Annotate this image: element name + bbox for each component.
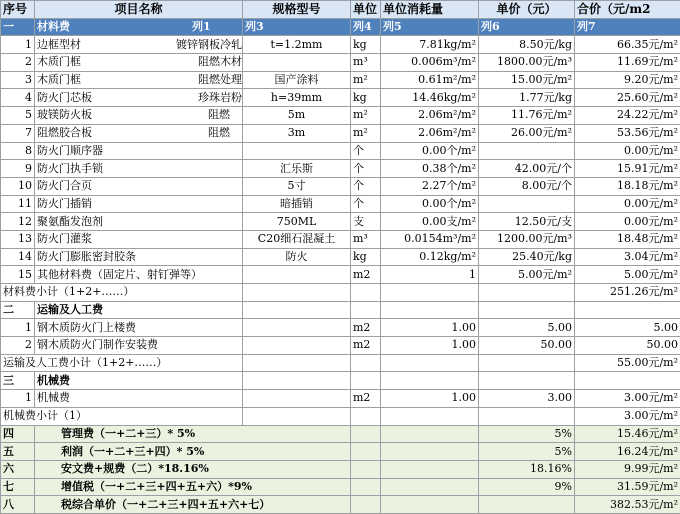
row-no[interactable]: 12 bbox=[1, 213, 35, 231]
row-unit[interactable]: 支 bbox=[351, 213, 381, 231]
row-total[interactable]: 5.00元/m² bbox=[575, 266, 680, 284]
row-total[interactable]: 11.69元/m² bbox=[575, 54, 680, 72]
row-name-text: 其他材料费（固定片、射钉弹等） bbox=[37, 268, 202, 281]
row-price[interactable]: 8.00元/个 bbox=[479, 177, 575, 195]
fee-row bbox=[1, 478, 680, 496]
row-qty[interactable]: 0.38个/m² bbox=[381, 160, 479, 178]
subtotal-total[interactable]: 251.26元/m² bbox=[575, 284, 680, 302]
row-spec[interactable]: t=1.2mm bbox=[243, 36, 351, 54]
row-spec[interactable]: 5m bbox=[243, 107, 351, 125]
row-total[interactable]: 15.91元/m² bbox=[575, 160, 680, 178]
empty-cell[interactable] bbox=[479, 301, 575, 319]
section-row-materials bbox=[1, 18, 680, 36]
row-qty[interactable]: 1.00 bbox=[381, 390, 479, 408]
row-total[interactable]: 24.22元/m² bbox=[575, 107, 680, 125]
empty-cell[interactable] bbox=[351, 460, 381, 478]
row-no[interactable]: 8 bbox=[1, 142, 35, 160]
table-row bbox=[1, 230, 680, 248]
empty-cell[interactable] bbox=[351, 301, 381, 319]
row-spec[interactable]: 防火 bbox=[243, 248, 351, 266]
row-spec[interactable] bbox=[243, 54, 351, 72]
empty-cell[interactable] bbox=[351, 354, 381, 372]
empty-cell[interactable] bbox=[243, 301, 351, 319]
header-row bbox=[1, 1, 680, 19]
table-row bbox=[1, 54, 680, 72]
row-unit[interactable]: 个 bbox=[351, 142, 381, 160]
row-total[interactable]: 0.00元/m² bbox=[575, 213, 680, 231]
row-unit[interactable]: m³ bbox=[351, 230, 381, 248]
row-unit[interactable]: kg bbox=[351, 36, 381, 54]
fee-total[interactable]: 31.59元/m² bbox=[575, 478, 680, 496]
row-unit[interactable]: kg bbox=[351, 89, 381, 107]
row-name-text: 聚氨酯发泡剂 bbox=[37, 215, 103, 228]
subtotal-label[interactable]: 机械费小计（1） bbox=[1, 407, 243, 425]
row-no[interactable]: 2 bbox=[1, 337, 35, 355]
row-qty[interactable]: 2.06m²/m² bbox=[381, 124, 479, 142]
row-name-text: 防火门芯板 bbox=[37, 91, 92, 104]
row-total[interactable]: 0.00元/m² bbox=[575, 195, 680, 213]
section-col7[interactable]: 列7 bbox=[575, 18, 680, 36]
empty-cell[interactable] bbox=[479, 284, 575, 302]
row-no[interactable]: 4 bbox=[1, 89, 35, 107]
row-spec[interactable] bbox=[243, 266, 351, 284]
row-name[interactable] bbox=[35, 89, 243, 107]
empty-cell[interactable] bbox=[479, 372, 575, 390]
row-no[interactable]: 5 bbox=[1, 107, 35, 125]
row-price[interactable]: 42.00元/个 bbox=[479, 160, 575, 178]
table-row bbox=[1, 266, 680, 284]
row-total[interactable]: 18.18元/m² bbox=[575, 177, 680, 195]
table-row bbox=[1, 142, 680, 160]
subtotal-total[interactable]: 3.00元/m² bbox=[575, 407, 680, 425]
row-no[interactable]: 10 bbox=[1, 177, 35, 195]
row-name[interactable] bbox=[35, 142, 243, 160]
row-total[interactable]: 3.04元/m² bbox=[575, 248, 680, 266]
row-total[interactable]: 66.35元/m² bbox=[575, 36, 680, 54]
section-title-text: 材料费 bbox=[37, 20, 70, 33]
fee-total[interactable]: 382.53元/m² bbox=[575, 496, 680, 514]
table-row bbox=[1, 248, 680, 266]
section-col1: 列1 bbox=[192, 20, 211, 33]
empty-cell[interactable] bbox=[575, 301, 680, 319]
empty-cell[interactable] bbox=[351, 443, 381, 461]
row-name[interactable] bbox=[35, 177, 243, 195]
row-sub-spec: 珍珠岩粉 bbox=[198, 90, 242, 106]
row-unit[interactable]: m² bbox=[351, 124, 381, 142]
empty-cell[interactable] bbox=[243, 354, 351, 372]
empty-cell[interactable] bbox=[479, 407, 575, 425]
table-row bbox=[1, 71, 680, 89]
empty-cell[interactable] bbox=[243, 372, 351, 390]
row-unit[interactable]: m³ bbox=[351, 54, 381, 72]
row-name-text: 阻燃胶合板 bbox=[37, 126, 92, 139]
row-name-text: 边框型材 bbox=[37, 38, 81, 51]
row-qty[interactable]: 0.61m²/m² bbox=[381, 71, 479, 89]
table-row bbox=[1, 337, 680, 355]
row-price[interactable]: 50.00 bbox=[479, 337, 575, 355]
table-row bbox=[1, 160, 680, 178]
row-name[interactable] bbox=[35, 230, 243, 248]
row-spec[interactable]: C20细石混凝土 bbox=[243, 230, 351, 248]
row-name[interactable] bbox=[35, 213, 243, 231]
fee-rate[interactable] bbox=[479, 496, 575, 514]
row-qty[interactable]: 0.006m³/m² bbox=[381, 54, 479, 72]
section-row-machine bbox=[1, 372, 680, 390]
subtotal-row-machine bbox=[1, 407, 680, 425]
subtotal-label[interactable]: 材料费小计（1+2+……） bbox=[1, 284, 243, 302]
row-price[interactable] bbox=[479, 195, 575, 213]
row-price[interactable]: 12.50元/支 bbox=[479, 213, 575, 231]
section-title[interactable]: 机械费 bbox=[35, 372, 243, 390]
row-spec[interactable]: 国产涂料 bbox=[243, 71, 351, 89]
row-total[interactable]: 9.20元/m² bbox=[575, 71, 680, 89]
row-qty[interactable]: 7.81kg/m² bbox=[381, 36, 479, 54]
row-spec[interactable]: 3m bbox=[243, 124, 351, 142]
row-no[interactable]: 15 bbox=[1, 266, 35, 284]
row-spec[interactable]: 暗插销 bbox=[243, 195, 351, 213]
table-row bbox=[1, 177, 680, 195]
row-name-text: 防火门顺序器 bbox=[37, 144, 103, 157]
fee-label[interactable]: 利润（一+二+三+四）* 5% bbox=[35, 443, 351, 461]
table-row bbox=[1, 124, 680, 142]
row-price[interactable]: 25.40元/kg bbox=[479, 248, 575, 266]
row-sub-spec: 镀锌钢板冷轧 bbox=[176, 37, 242, 53]
row-total[interactable]: 3.00元/m² bbox=[575, 390, 680, 408]
empty-cell[interactable] bbox=[381, 460, 479, 478]
row-no[interactable]: 3 bbox=[1, 71, 35, 89]
row-sub-spec: 阻燃处理 bbox=[198, 72, 242, 88]
row-total[interactable]: 18.48元/m² bbox=[575, 230, 680, 248]
empty-cell[interactable] bbox=[351, 284, 381, 302]
row-name[interactable] bbox=[35, 160, 243, 178]
header-price[interactable]: 单价（元） bbox=[479, 1, 575, 19]
row-total[interactable]: 53.56元/m² bbox=[575, 124, 680, 142]
fee-row bbox=[1, 496, 680, 514]
fee-no[interactable]: 四 bbox=[1, 425, 35, 443]
fee-total[interactable]: 16.24元/m² bbox=[575, 443, 680, 461]
row-name[interactable] bbox=[35, 107, 243, 125]
row-total[interactable]: 0.00元/m² bbox=[575, 142, 680, 160]
row-spec[interactable] bbox=[243, 337, 351, 355]
fee-label[interactable]: 增值税（一+二+三+四+五+六）*9% bbox=[35, 478, 351, 496]
fee-label[interactable]: 管理费（一+二+三）* 5% bbox=[35, 425, 351, 443]
row-unit[interactable]: kg bbox=[351, 248, 381, 266]
fee-total[interactable]: 9.99元/m² bbox=[575, 460, 680, 478]
row-price[interactable]: 1800.00元/m³ bbox=[479, 54, 575, 72]
empty-cell[interactable] bbox=[381, 496, 479, 514]
empty-cell[interactable] bbox=[381, 354, 479, 372]
row-qty[interactable]: 1.00 bbox=[381, 337, 479, 355]
row-no[interactable]: 9 bbox=[1, 160, 35, 178]
row-name-text: 木质门框 bbox=[37, 55, 81, 68]
section-col5[interactable]: 列5 bbox=[381, 18, 479, 36]
table-row bbox=[1, 36, 680, 54]
fee-rate[interactable]: 5% bbox=[479, 443, 575, 461]
section-no[interactable]: 二 bbox=[1, 301, 35, 319]
row-name[interactable] bbox=[35, 54, 243, 72]
row-name-text: 木质门框 bbox=[37, 73, 81, 86]
row-unit[interactable]: m2 bbox=[351, 266, 381, 284]
section-col6[interactable]: 列6 bbox=[479, 18, 575, 36]
row-spec[interactable] bbox=[243, 142, 351, 160]
row-name-text: 防火门膨胀密封胶条 bbox=[37, 250, 136, 263]
row-sub-spec: 阻燃木材 bbox=[198, 54, 242, 70]
header-unit[interactable]: 单位 bbox=[351, 1, 381, 19]
row-qty[interactable]: 0.12kg/m² bbox=[381, 248, 479, 266]
row-total[interactable]: 25.60元/m² bbox=[575, 89, 680, 107]
empty-cell[interactable] bbox=[479, 354, 575, 372]
section-col3[interactable]: 列3 bbox=[243, 18, 351, 36]
section-col4[interactable]: 列4 bbox=[351, 18, 381, 36]
row-qty[interactable]: 1.00 bbox=[381, 319, 479, 337]
empty-cell[interactable] bbox=[381, 407, 479, 425]
row-spec[interactable]: 750ML bbox=[243, 213, 351, 231]
section-no[interactable]: 三 bbox=[1, 372, 35, 390]
row-unit[interactable]: 个 bbox=[351, 195, 381, 213]
subtotal-label[interactable]: 运输及人工费小计（1+2+……） bbox=[1, 354, 243, 372]
empty-cell[interactable] bbox=[243, 284, 351, 302]
row-spec[interactable] bbox=[243, 319, 351, 337]
row-name-text: 防火门合页 bbox=[37, 179, 92, 192]
row-no[interactable]: 1 bbox=[1, 319, 35, 337]
row-no[interactable]: 14 bbox=[1, 248, 35, 266]
row-unit[interactable]: m2 bbox=[351, 390, 381, 408]
row-price[interactable]: 5.00元/m² bbox=[479, 266, 575, 284]
row-qty[interactable]: 0.00个/m² bbox=[381, 195, 479, 213]
row-price[interactable]: 26.00元/m² bbox=[479, 124, 575, 142]
fee-no[interactable]: 五 bbox=[1, 443, 35, 461]
section-title[interactable]: 运输及人工费 bbox=[35, 301, 243, 319]
row-spec[interactable] bbox=[243, 390, 351, 408]
row-price[interactable]: 1200.00元/m³ bbox=[479, 230, 575, 248]
row-price[interactable]: 3.00 bbox=[479, 390, 575, 408]
row-no[interactable]: 7 bbox=[1, 124, 35, 142]
row-name-text: 防火门执手锁 bbox=[37, 162, 103, 175]
row-sub-spec: 阻燃 bbox=[208, 107, 230, 123]
fee-label[interactable]: 税综合单价（一+二+三+四+五+六+七） bbox=[35, 496, 351, 514]
fee-row bbox=[1, 443, 680, 461]
table-row bbox=[1, 213, 680, 231]
row-qty[interactable]: 0.00个/m² bbox=[381, 142, 479, 160]
row-no[interactable]: 2 bbox=[1, 54, 35, 72]
row-unit[interactable]: m² bbox=[351, 107, 381, 125]
row-name[interactable] bbox=[35, 124, 243, 142]
empty-cell[interactable] bbox=[381, 478, 479, 496]
row-name[interactable] bbox=[35, 36, 243, 54]
row-name[interactable] bbox=[35, 195, 243, 213]
row-price[interactable]: 5.00 bbox=[479, 319, 575, 337]
subtotal-total[interactable]: 55.00元/m² bbox=[575, 354, 680, 372]
header-total[interactable]: 合价（元/m2 bbox=[575, 1, 680, 19]
empty-cell[interactable] bbox=[351, 372, 381, 390]
empty-cell[interactable] bbox=[575, 372, 680, 390]
row-price[interactable] bbox=[479, 142, 575, 160]
row-name-text: 防火门插销 bbox=[37, 197, 92, 210]
row-name-text: 防火门灌浆 bbox=[37, 232, 92, 245]
row-spec[interactable]: 汇乐斯 bbox=[243, 160, 351, 178]
section-no[interactable]: 一 bbox=[1, 18, 35, 36]
row-no[interactable]: 1 bbox=[1, 390, 35, 408]
row-name[interactable] bbox=[35, 266, 243, 284]
row-name-text: 玻镁防火板 bbox=[37, 108, 92, 121]
row-price[interactable]: 1.77元/kg bbox=[479, 89, 575, 107]
empty-cell[interactable] bbox=[351, 407, 381, 425]
row-qty[interactable]: 2.27个/m² bbox=[381, 177, 479, 195]
row-no[interactable]: 11 bbox=[1, 195, 35, 213]
row-spec[interactable]: h=39mm bbox=[243, 89, 351, 107]
fee-rate[interactable]: 5% bbox=[479, 425, 575, 443]
row-unit[interactable]: m² bbox=[351, 71, 381, 89]
row-unit[interactable]: 个 bbox=[351, 160, 381, 178]
fee-row bbox=[1, 425, 680, 443]
row-name[interactable] bbox=[35, 71, 243, 89]
row-qty[interactable]: 2.06m²/m² bbox=[381, 107, 479, 125]
row-price[interactable]: 8.50元/kg bbox=[479, 36, 575, 54]
fee-rate[interactable]: 9% bbox=[479, 478, 575, 496]
fee-no[interactable]: 六 bbox=[1, 460, 35, 478]
fee-rate[interactable]: 18.16% bbox=[479, 460, 575, 478]
row-name[interactable]: 钢木质防火门制作安装费 bbox=[35, 337, 243, 355]
empty-cell[interactable] bbox=[381, 425, 479, 443]
empty-cell[interactable] bbox=[381, 372, 479, 390]
fee-total[interactable]: 15.46元/m² bbox=[575, 425, 680, 443]
header-spec[interactable]: 规格型号 bbox=[243, 1, 351, 19]
row-price[interactable]: 11.76元/m² bbox=[479, 107, 575, 125]
header-qty[interactable]: 单位消耗量 bbox=[381, 1, 479, 19]
row-qty[interactable]: 0.00支/m² bbox=[381, 213, 479, 231]
row-unit[interactable]: m2 bbox=[351, 337, 381, 355]
fee-no[interactable]: 七 bbox=[1, 478, 35, 496]
fee-label[interactable]: 安文费+规费（二）*18.16% bbox=[35, 460, 351, 478]
row-name[interactable] bbox=[35, 248, 243, 266]
table-row bbox=[1, 319, 680, 337]
empty-cell[interactable] bbox=[243, 407, 351, 425]
row-unit[interactable]: m2 bbox=[351, 319, 381, 337]
row-sub-spec: 阻燃 bbox=[208, 125, 230, 141]
row-name[interactable]: 机械费 bbox=[35, 390, 243, 408]
section-row-labor bbox=[1, 301, 680, 319]
fee-no[interactable]: 八 bbox=[1, 496, 35, 514]
row-price[interactable]: 15.00元/m² bbox=[479, 71, 575, 89]
fee-row bbox=[1, 460, 680, 478]
section-title[interactable] bbox=[35, 18, 243, 36]
row-total[interactable]: 50.00 bbox=[575, 337, 680, 355]
row-qty[interactable]: 0.0154m³/m² bbox=[381, 230, 479, 248]
empty-cell[interactable] bbox=[351, 425, 381, 443]
row-unit[interactable]: 个 bbox=[351, 177, 381, 195]
row-spec[interactable]: 5寸 bbox=[243, 177, 351, 195]
row-qty[interactable]: 14.46kg/m² bbox=[381, 89, 479, 107]
table-row bbox=[1, 107, 680, 125]
row-total[interactable]: 5.00 bbox=[575, 319, 680, 337]
subtotal-row-labor bbox=[1, 354, 680, 372]
empty-cell[interactable] bbox=[351, 478, 381, 496]
row-name[interactable]: 钢木质防火门上楼费 bbox=[35, 319, 243, 337]
empty-cell[interactable] bbox=[351, 496, 381, 514]
empty-cell[interactable] bbox=[381, 284, 479, 302]
table-row bbox=[1, 89, 680, 107]
empty-cell[interactable] bbox=[381, 301, 479, 319]
table-row bbox=[1, 195, 680, 213]
row-no[interactable]: 13 bbox=[1, 230, 35, 248]
row-qty[interactable]: 1 bbox=[381, 266, 479, 284]
subtotal-row-materials bbox=[1, 284, 680, 302]
header-no[interactable]: 序号 bbox=[1, 1, 35, 19]
row-no[interactable]: 1 bbox=[1, 36, 35, 54]
header-name[interactable]: 项目名称 bbox=[35, 1, 243, 19]
table-row bbox=[1, 390, 680, 408]
empty-cell[interactable] bbox=[381, 443, 479, 461]
